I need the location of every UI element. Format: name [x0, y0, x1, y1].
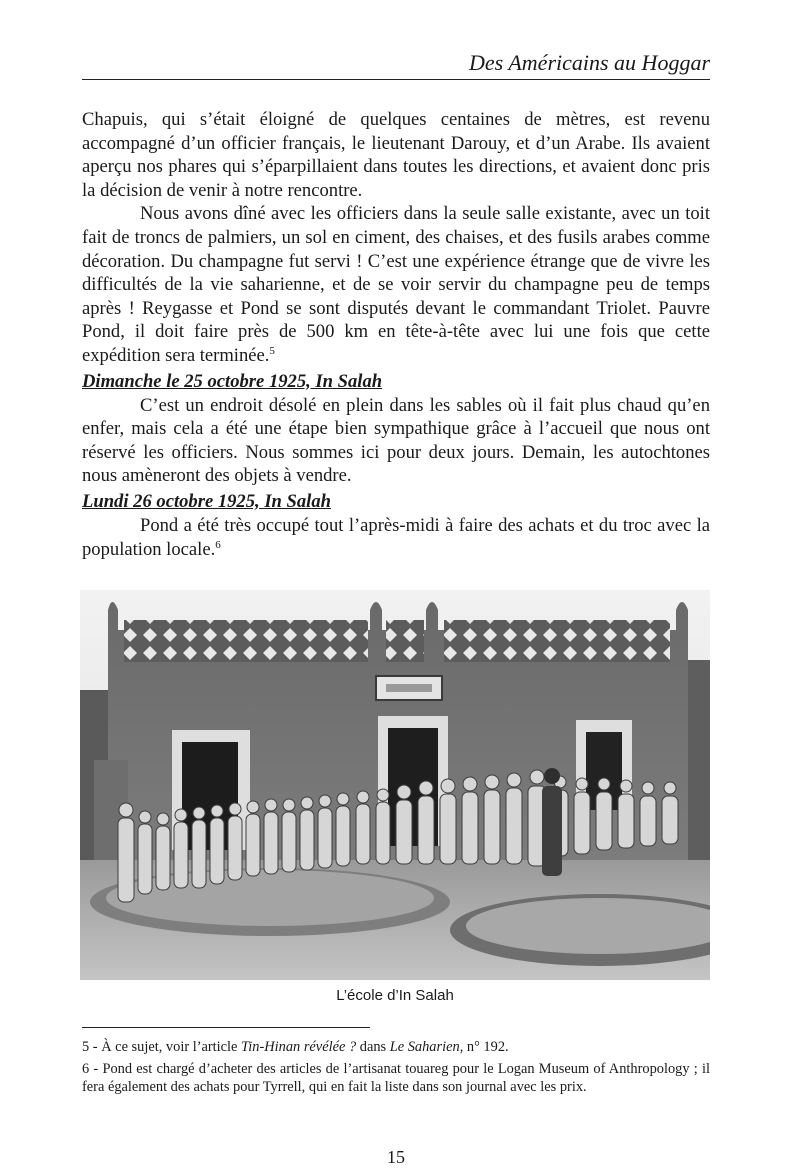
footnote-5-text-c: , n° 192.: [459, 1039, 509, 1055]
footnote-5-number: 5 -: [82, 1039, 102, 1055]
diary-heading-sunday: Dimanche le 25 octobre 1925, In Salah: [82, 370, 383, 392]
footnote-5-text-b: dans: [356, 1039, 390, 1055]
paragraph-3: [82, 394, 710, 488]
footnote-6-number: 6 -: [82, 1061, 103, 1077]
footnote-5-text-a: À ce sujet, voir l’article: [101, 1039, 242, 1055]
photo-caption: L’école d’In Salah: [336, 987, 454, 1004]
footnote-ref-6[interactable]: 6: [215, 538, 221, 551]
paragraph-4: [82, 514, 710, 561]
school-photo: [80, 590, 710, 980]
footnote-6-text: Pond est chargé d’acheter des articles de l’artisanat touareg pour le Logan Museum of Anthropology ; il fera également des achats pour Tyrrell, qui en fait la liste dans son journal avec les prix.: [82, 1061, 710, 1095]
footnotes: [82, 1038, 710, 1100]
paragraph-2: [82, 202, 710, 367]
paragraph-1: [82, 108, 710, 202]
school-photo-illustration: [80, 590, 710, 980]
footnote-ref-5[interactable]: 5: [269, 344, 275, 357]
footnote-6: [82, 1060, 710, 1096]
paragraph-1-text: Chapuis, qui s’était éloigné de quelques centaines de mètres, est revenu accompagné d’un officier français, le lieutenant Darouy, et d’un Arabe. Ils avaient aperçu nos phares qui s’éparpillaient dans toutes les directions, et avaient donc pris la décision de venir à notre rencontre.: [82, 109, 710, 201]
running-header: Des Américains au Hoggar: [469, 50, 710, 75]
footnote-rule: [82, 1027, 370, 1028]
paragraph-3-text: C’est un endroit désolé en plein dans les sables où il fait plus chaud qu’en enfer, mais cela a été une étape bien sympathique grâce à l’accueil que nous ont réservé les officiers. Nous sommes ici pour deux jours. Demain, les autochtones nous amèneront des objets à vendre.: [82, 394, 710, 487]
footnote-5-article-title: Tin-Hinan révélée ?: [241, 1039, 357, 1055]
paragraph-2-text: Nous avons dîné avec les officiers dans la seule salle existante, avec un toit fait de troncs de palmiers, un sol en ciment, des chaises, et des fusils arabes comme décoration. Du champagne fut servi ! C’est une expérience étrange que de vivre les difficultés de la vie saharienne, et de se voir servir du champagne peu de temps après ! Reygasse et Pond se sont disputés devant le commandant Triolet. Pauvre Pond, il doit faire près de 500 km en tête-à-tête avec lui une fois que cette expédition sera terminée.: [82, 203, 710, 366]
footnote-5: [82, 1038, 710, 1056]
page-number: 15: [387, 1147, 405, 1167]
footnote-5-journal-title: Le Saharien: [389, 1039, 460, 1055]
body-text: [82, 108, 710, 561]
paragraph-4-text: Pond a été très occupé tout l’après-midi à faire des achats et du troc avec la population locale.: [82, 514, 710, 560]
diary-heading-monday: Lundi 26 octobre 1925, In Salah: [82, 490, 331, 512]
header-rule: [82, 79, 710, 80]
